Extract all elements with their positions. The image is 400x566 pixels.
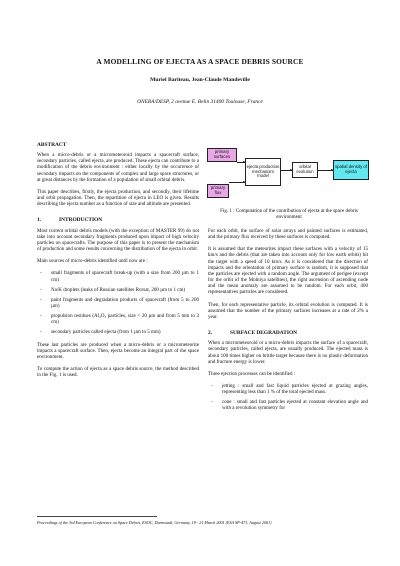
- abstract-paragraph-2: This paper describes, firstly, the ejecta production, and secondly, their lifetime and orbit propagation. Then, the repartition of ejecta in LEO is given. Results describing the ejecta number as a function of size and altitude are presented.: [37, 188, 199, 208]
- list-item: - small fragments of spacecraft break-up (with a size from 200 µm to 1 cm): [37, 270, 199, 282]
- list-item: - Na/K droplets (leaks of Russian satellites Rorsat, 200 µm to 1 cm): [37, 287, 199, 293]
- figure-1-caption: Fig. 1 : Computation of the contribution of ejecta at the space debris environment: [220, 208, 358, 221]
- intro-paragraph-1: Most current orbital debris models (with the exception of MASTER 99) do not take into account secondary fragments produced upon impact of high velocity particles on spacecrafts. The purpose of this paper is to present the mechanism of production and some results concerning the distribution of the ejecta in orbit.: [37, 227, 199, 253]
- surface-paragraph-1: When a micrometeoroid or a micro-debris impacts the surface of a spacecraft, secondary particles, called ejecta, are usually produced. The ejected mass is about 100 times higher on brittle target because there is no plastic deformation and fracture energy is lower.: [208, 340, 368, 365]
- affiliation: ONERA/DESP, 2 avenue E. Belin 31400 Toulouse, France: [137, 99, 263, 105]
- box-primary-surfaces: primary surfaces: [207, 148, 237, 162]
- right-paragraph-1: For each orbit, the surface of solar arrays and painted surfaces is estimated, and the primary flux received by these surfaces is computed.: [208, 228, 368, 241]
- box-primary-flux: primary flux: [207, 184, 229, 198]
- debris-source-list: [37, 270, 199, 335]
- list-item: - cone : small and fast particles ejected at constant elevation angle and with a revolution symmetry for: [208, 399, 368, 411]
- box-orbital-evolution: orbital evolution: [292, 162, 318, 178]
- intro-paragraph-2: Main sources of micro-debris identified until now are :: [37, 258, 148, 265]
- abstract-heading: ABSTRACT: [37, 142, 67, 148]
- list-item: - paint fragments and degradation products of spacecraft (from 5 to 200 µm): [37, 297, 199, 309]
- paper-title: A MODELLING OF EJECTA AS A SPACE DEBRIS SOURCE: [96, 57, 304, 66]
- intro-heading: [37, 217, 199, 223]
- intro-paragraph-3: These last particles are produced when a micro-debris or a micrometeorite impacts a spacecraft surface. Then, ejecta become an integral part of the space environment.: [37, 341, 199, 360]
- arrow-model-to-evolution: [281, 170, 292, 171]
- proceedings-footer: Proceedings of the 3rd European Conference on Space Debris, ESOC, Darmstadt, Germany, 19 - 21 March 2001 (ESA SP-473, August 2001): [37, 520, 272, 525]
- surface-paragraph-2: Three ejection processes can be identified :: [208, 370, 296, 377]
- ejection-process-list: [208, 383, 368, 412]
- footer-rule: [37, 516, 157, 517]
- arrow-flux-to-model: [229, 182, 245, 183]
- list-item: - propulsion residues (Al₂O₃ particles, size < 20 µm and from 5 mm to 3 cm): [37, 313, 199, 325]
- left-column: [37, 142, 199, 384]
- intro-title: INTRODUCTION: [59, 217, 103, 224]
- intro-number: 1.: [37, 217, 42, 224]
- surface-heading: [208, 330, 368, 336]
- right-paragraph-3: Then, for each representative particle, its orbital evolution is computed. It is assumed that the number of the primary surfaces increases at a rate of 2% a year.: [208, 301, 368, 320]
- arrow-evolution-to-density: [318, 170, 333, 171]
- authors: Muriel Bariteau, Jean-Claude Mandeville: [150, 77, 250, 83]
- surface-title: SURFACE DEGRADATION: [230, 330, 298, 337]
- surface-number: 2.: [208, 330, 213, 337]
- box-ejecta-model: ejecta production mechanism model: [245, 158, 281, 186]
- list-item: - secondary particles called ejecta (from 1 µm to 5 mm): [37, 329, 199, 335]
- right-column: [208, 228, 368, 418]
- right-paragraph-2: It is assumed that the meteorites impact these surfaces with a velocity of 15 km/s and the debris (that are taken into account only for low earth orbits) hit the target with a speed of 10 km/s. As it is considered that the direction of impacts and the orientation of primary surface is random, it is supposed that the particles are ejected with a random angle. The argument of perigee (except for the orbit of the Molniya satellites), the right ascension of ascending node and the mean anomaly are assumed to be random. For each orbit, 400 representatives particles are considered.: [208, 246, 368, 296]
- figure-1-flowchart: [207, 148, 371, 206]
- intro-paragraph-4: To compute the action of ejecta as a space debris source, the method described in the Fig. 1 is used.: [37, 366, 199, 379]
- abstract-paragraph-1: When a micro-debris or a micrometeoroid impacts a spacecraft surface, secondary particles, called ejecta, are produced. These ejecta can contribute to a modification of the debris environment : either locally by the occurrence of secondary impacts on the components of complex and large space structures, or at great distances by the formation of a population of small orbital debris.: [37, 152, 199, 183]
- arrow-surfaces-to-model: [237, 162, 245, 163]
- box-spatial-density: spatial density of ejecta: [333, 160, 369, 180]
- list-item: - jetting : small and fast liquid particles ejected at grazing angles, representing less than 1 % of the total ejected mass.: [208, 383, 368, 395]
